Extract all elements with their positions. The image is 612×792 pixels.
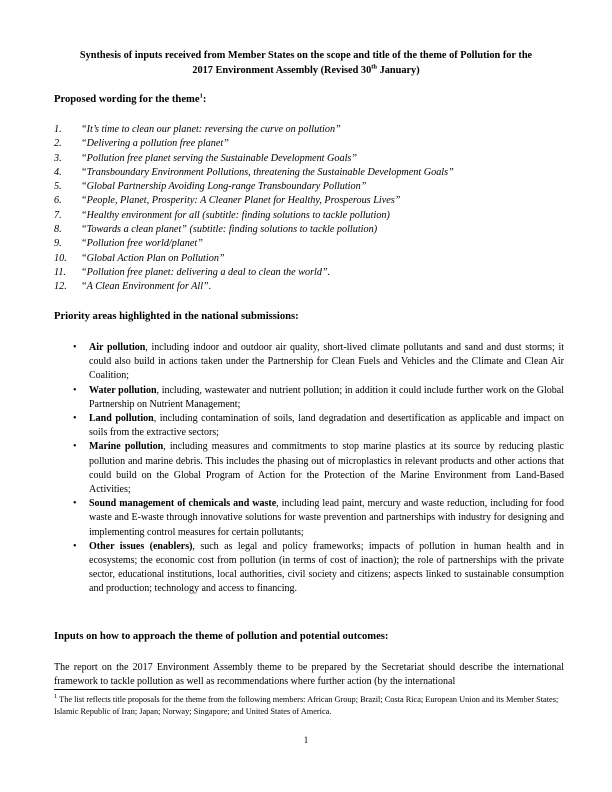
proposed-wording-item: [54, 166, 554, 180]
priority-area-description: , such as legal and policy frameworks; impacts of pollution in human health and in ecosystems; the economic cost from pollution (in terms of cost of inaction); the role of partnerships with the private sector, educational institutions, local authorities, civil society and citizens; aspects linked to sustainable consumption and production; technology and access to financing.: [89, 540, 564, 595]
priority-area-description: , including lead paint, mercury and waste reduction, including for food waste and E-waste through innovative solutions for waste prevention and partnerships with industry for designing and implementing control measures for certain pollutants;: [89, 498, 564, 538]
footnote-divider: [54, 689, 200, 690]
bullet-icon: •: [73, 441, 77, 453]
priority-area-item: [70, 384, 564, 412]
title-line-2-end: January): [377, 65, 420, 76]
proposed-wording-item: [54, 152, 554, 166]
proposed-wording-item: [54, 194, 554, 208]
item-number: 1.: [54, 124, 62, 135]
item-text: “Pollution free world/planet”: [81, 238, 203, 250]
title-line-2-start: 2017 Environment Assembly (Revised 30: [192, 65, 372, 76]
footnote-reference: 1: [199, 92, 203, 100]
proposed-wording-list: [54, 123, 554, 295]
item-number: 5.: [54, 181, 62, 193]
priority-areas-list: [70, 341, 564, 597]
inputs-heading: Inputs on how to approach the theme of pollution and potential outcomes:: [54, 631, 389, 642]
proposed-wording-item: [54, 252, 554, 266]
item-number: 8.: [54, 224, 62, 236]
priority-area-name: Other issues (enablers): [89, 540, 193, 552]
item-text: “Global Partnership Avoiding Long-range Transboundary Pollution”: [81, 181, 367, 193]
priority-area-item: [70, 540, 564, 597]
item-text: “Pollution free planet serving the Sustainable Development Goals”: [81, 152, 358, 164]
proposed-wording-item: [54, 237, 554, 251]
item-text: “People, Planet, Prosperity: A Cleaner Planet for Healthy, Prosperous Lives”: [81, 195, 401, 207]
inputs-paragraph: The report on the 2017 Environment Assembly theme to be prepared by the Secretariat should describe the international framework to tackle pollution as well as recommendations where further action (by the international: [54, 662, 564, 688]
priority-area-description: , including, wastewater and nutrient pollution; in addition it could include further work on the Global Partnership on Nutrient Management;: [89, 384, 564, 410]
item-text: “A Clean Environment for All”.: [81, 281, 212, 293]
footnote: [54, 694, 564, 717]
proposed-heading-text: Proposed wording for the theme: [54, 94, 200, 105]
bullet-icon: •: [73, 540, 77, 552]
page-number: 1: [303, 735, 309, 745]
priority-area-name: Water pollution: [89, 384, 157, 396]
title-line-2: [60, 63, 552, 78]
proposed-wording-heading: [54, 93, 564, 107]
proposed-heading-colon: :: [202, 94, 207, 105]
footnote-marker: 1: [54, 693, 58, 701]
proposed-wording-item: [54, 280, 554, 294]
priority-area-name: Air pollution: [89, 342, 146, 353]
priority-area-item: [70, 440, 564, 497]
document-title: [60, 48, 552, 78]
item-text: “Healthy environment for all (subtitle: finding solutions to tackle pollution): [81, 209, 390, 221]
item-text: “Towards a clean planet” (subtitle: finding solutions to tackle pollution): [81, 224, 378, 236]
item-number: 11.: [54, 266, 66, 278]
title-superscript: th: [371, 63, 378, 71]
item-number: 10.: [54, 252, 67, 264]
priority-areas-heading: Priority areas highlighted in the national submissions:: [54, 311, 299, 322]
priority-area-description: , including contamination of soils, land degradation and desertification as applicable and impact on soils from the extractive sectors;: [89, 413, 564, 439]
bullet-icon: •: [73, 498, 77, 510]
item-text: “Transboundary Environment Pollutions, threatening the Sustainable Development Goals”: [81, 166, 454, 178]
item-number: 3.: [54, 152, 62, 164]
item-text: “Pollution free planet: delivering a deal to clean the world”.: [81, 266, 331, 278]
item-number: 4.: [54, 166, 62, 178]
item-number: 2.: [54, 138, 62, 150]
bullet-icon: •: [73, 384, 77, 396]
proposed-wording-item: [54, 123, 554, 137]
priority-area-name: Sound management of chemicals and waste: [89, 498, 277, 510]
priority-area-item: [70, 341, 564, 384]
footnote-text: The list reflects title proposals for the theme from the following members: African Group; Brazil; Costa Rica; European Union and its Member States; Islamic Republic of Iran; Japan; Norway; Singapore; and United States of America.: [54, 695, 559, 716]
item-number: 7.: [54, 209, 62, 221]
priority-area-item: [70, 497, 564, 540]
item-number: 9.: [54, 238, 62, 250]
priority-area-name: Land pollution: [89, 413, 154, 425]
proposed-wording-item: [54, 266, 554, 280]
item-number: 12.: [54, 281, 67, 293]
proposed-wording-item: [54, 223, 554, 237]
proposed-wording-item: [54, 180, 554, 194]
item-text: “Global Action Plan on Pollution”: [81, 252, 225, 264]
priority-area-description: , including measures and commitments to stop marine plastics at its source by reducing plastic pollution and marine debris. This includes the phasing out of microplastics in relevant products and other actions that could build on the Global Program of Action for the Protection of the Marine Environment from Land-Based Activities;: [89, 441, 564, 496]
title-line-1: Synthesis of inputs received from Member States on the scope and title of the theme of Pollution for the: [79, 50, 533, 61]
proposed-wording-item: [54, 137, 554, 151]
proposed-wording-item: [54, 209, 554, 223]
priority-area-description: , including indoor and outdoor air quality, short-lived climate pollutants and sand and dust storms; it could also build in actions taken under the Partnership for Clean Fuels and Vehicles and the Climate and Clean Air Coalition;: [89, 342, 564, 382]
priority-area-item: [70, 412, 564, 440]
item-number: 6.: [54, 195, 62, 207]
bullet-icon: •: [73, 342, 77, 353]
bullet-icon: •: [73, 413, 77, 425]
priority-area-name: Marine pollution: [89, 441, 164, 453]
item-text: “It’s time to clean our planet: reversing the curve on pollution”: [81, 124, 341, 135]
item-text: “Delivering a pollution free planet”: [81, 138, 229, 150]
